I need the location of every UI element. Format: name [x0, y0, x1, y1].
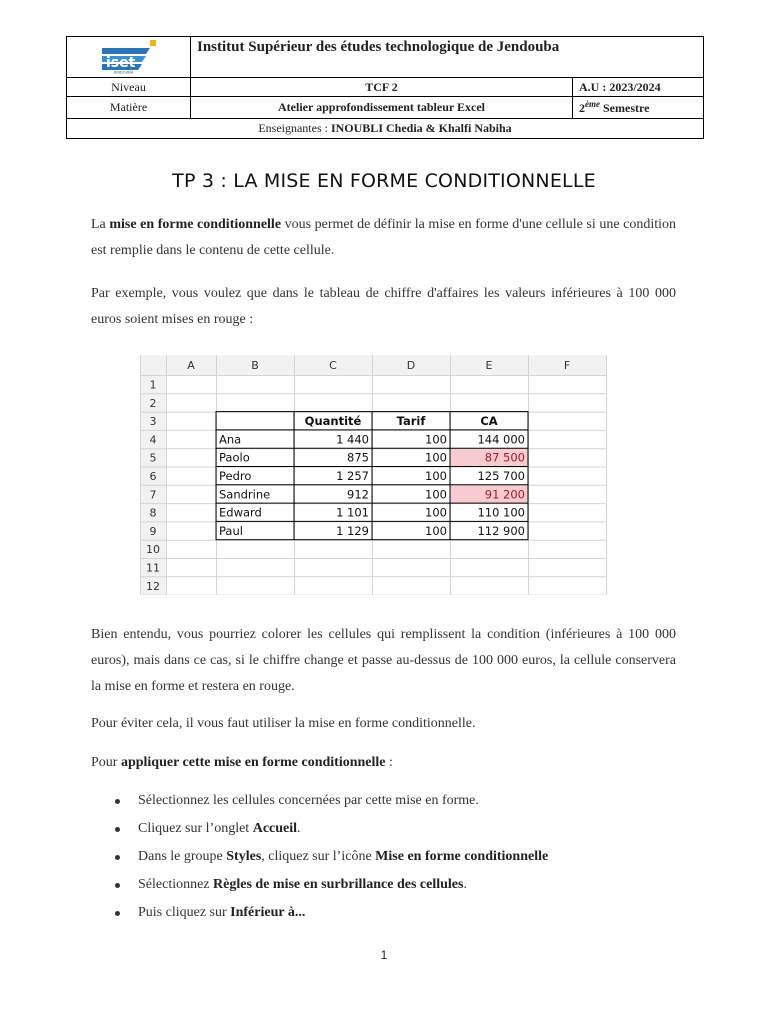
- cell-quantite: 1 129: [336, 523, 369, 538]
- niveau-label: Niveau: [67, 78, 191, 97]
- cell-tarif: 100: [425, 432, 447, 447]
- institution-name: Institut Supérieur des études technologique de Jendouba: [191, 37, 704, 78]
- cell-tarif: 100: [425, 487, 447, 502]
- row-number: 5: [149, 451, 157, 465]
- cell-ca: 125 700: [477, 469, 525, 483]
- row-number: 10: [146, 543, 160, 557]
- intro-keyword: mise en forme conditionnelle: [109, 217, 282, 232]
- page-title: TP 3 : LA MISE EN FORME CONDITIONNELLE: [172, 170, 596, 192]
- apply-keyword: appliquer cette mise en forme conditionnelle: [120, 755, 386, 770]
- spreadsheet-screenshot: [140, 355, 630, 595]
- logo-cell: [67, 37, 191, 78]
- page-number: 1: [380, 948, 388, 962]
- row-number: 6: [149, 470, 157, 483]
- step-text: Puis cliquez sur: [138, 905, 231, 920]
- column-letter: A: [187, 359, 195, 372]
- cell-tarif: 100: [425, 505, 447, 520]
- academic-year: A.U : 2023/2024: [573, 78, 704, 97]
- cell-name: Pedro: [219, 469, 252, 483]
- explanation-paragraph: Bien entendu, vous pourriez colorer les cellules qui remplissent la condition (inférieures à 100 000 euros), mais dans ce cas, si le chiffre change et passe au-dessus de 100 000 euros, la cellule conservera la mise en forme et restera en rouge.: [91, 627, 676, 694]
- cell-quantite: 1 257: [336, 469, 369, 483]
- cell-quantite: 1 101: [336, 505, 369, 520]
- step-bold: Règles de mise en surbrillance des cellules: [213, 877, 464, 892]
- cell-name: Paolo: [219, 450, 250, 465]
- matiere-value: Atelier approfondissement tableur Excel: [191, 97, 573, 119]
- iset-logo: [100, 40, 156, 74]
- step-text: Sélectionnez: [138, 877, 214, 892]
- teachers-label: Enseignantes :: [258, 121, 328, 135]
- logo-text: iset: [106, 55, 136, 71]
- row-number: 7: [149, 488, 157, 502]
- niveau-value: TCF 2: [191, 78, 573, 97]
- document-header-table: [66, 36, 704, 139]
- step-item: [91, 788, 681, 816]
- avoid-paragraph: Pour éviter cela, il vous faut utiliser la mise en forme conditionnelle.: [91, 716, 476, 731]
- row-number: 4: [149, 433, 157, 447]
- row-number: 1: [149, 378, 157, 392]
- apply-heading-paragraph: [91, 750, 676, 776]
- column-letter: D: [406, 359, 416, 372]
- step-bold: Inférieur à...: [230, 905, 306, 920]
- row-number: 12: [146, 579, 160, 593]
- column-letter: B: [251, 359, 259, 372]
- step-text: Sélectionnez les cellules concernées par cette mise en forme.: [138, 793, 479, 808]
- steps-list: [91, 788, 681, 928]
- intro-text-c: vous permet de définir la mise en forme d'une cellule si une condition est remplie dans le contenu de cette cellule.: [91, 217, 676, 258]
- column-letter: F: [563, 359, 571, 372]
- semestre-superscript: ème: [585, 99, 600, 109]
- row-number: 3: [149, 415, 157, 429]
- cell-tarif: 100: [425, 523, 447, 538]
- cell-quantite: 1 440: [336, 432, 369, 447]
- apply-text-a: Pour: [91, 755, 121, 770]
- row-number: 11: [146, 561, 160, 575]
- cell-name: Edward: [219, 505, 262, 520]
- cell-tarif: 100: [425, 450, 447, 465]
- column-letter: C: [329, 359, 337, 372]
- cell-ca: 91 200: [484, 487, 525, 502]
- logo-subtext: JENDOUBA: [114, 70, 134, 74]
- intro-paragraph: [91, 212, 676, 264]
- column-letter: E: [485, 359, 493, 372]
- semestre: [573, 97, 704, 119]
- step-item: [91, 900, 681, 928]
- semestre-word: Semestre: [603, 101, 650, 115]
- cell-tarif: 100: [425, 469, 447, 483]
- cell-ca: 112 900: [477, 523, 525, 538]
- step-item: [91, 844, 681, 872]
- step-item: [91, 872, 681, 900]
- step-text: .: [297, 821, 301, 836]
- teachers-names: INOUBLI Chedia & Khalfi Nabiha: [330, 121, 512, 135]
- cell-name: Ana: [219, 432, 242, 447]
- cell-quantite: 912: [347, 487, 369, 502]
- cell-ca: 87 500: [484, 450, 525, 465]
- intro-text-a: La: [91, 217, 110, 232]
- step-text: Cliquez sur l’onglet: [138, 821, 253, 836]
- table-header: Tarif: [396, 414, 426, 429]
- step-text: , cliquez sur l’icône: [261, 849, 376, 864]
- row-number: 9: [149, 524, 157, 538]
- spreadsheet-grid: [140, 355, 630, 595]
- step-item: [91, 816, 681, 844]
- table-header: CA: [480, 414, 498, 429]
- teachers-row: [67, 119, 704, 139]
- cell-ca: 144 000: [477, 432, 525, 447]
- step-text: .: [463, 877, 467, 892]
- row-number: 2: [149, 396, 157, 410]
- semestre-number: 2: [579, 101, 585, 115]
- row-number: 8: [149, 506, 157, 520]
- apply-text-c: :: [385, 755, 393, 770]
- matiere-label: Matière: [67, 97, 191, 119]
- step-bold: Accueil: [252, 821, 298, 836]
- step-bold: Mise en forme conditionnelle: [375, 849, 549, 864]
- cell-name: Paul: [219, 523, 243, 538]
- table-header: Quantité: [304, 414, 362, 429]
- step-text: Dans le groupe: [138, 849, 227, 864]
- step-bold: Styles: [226, 849, 262, 864]
- example-paragraph: Par exemple, vous voulez que dans le tableau de chiffre d'affaires les valeurs inférieures à 100 000 euros soient mises en rouge :: [91, 286, 676, 327]
- cell-name: Sandrine: [219, 487, 271, 502]
- cell-ca: 110 100: [477, 505, 525, 520]
- cell-quantite: 875: [347, 450, 369, 465]
